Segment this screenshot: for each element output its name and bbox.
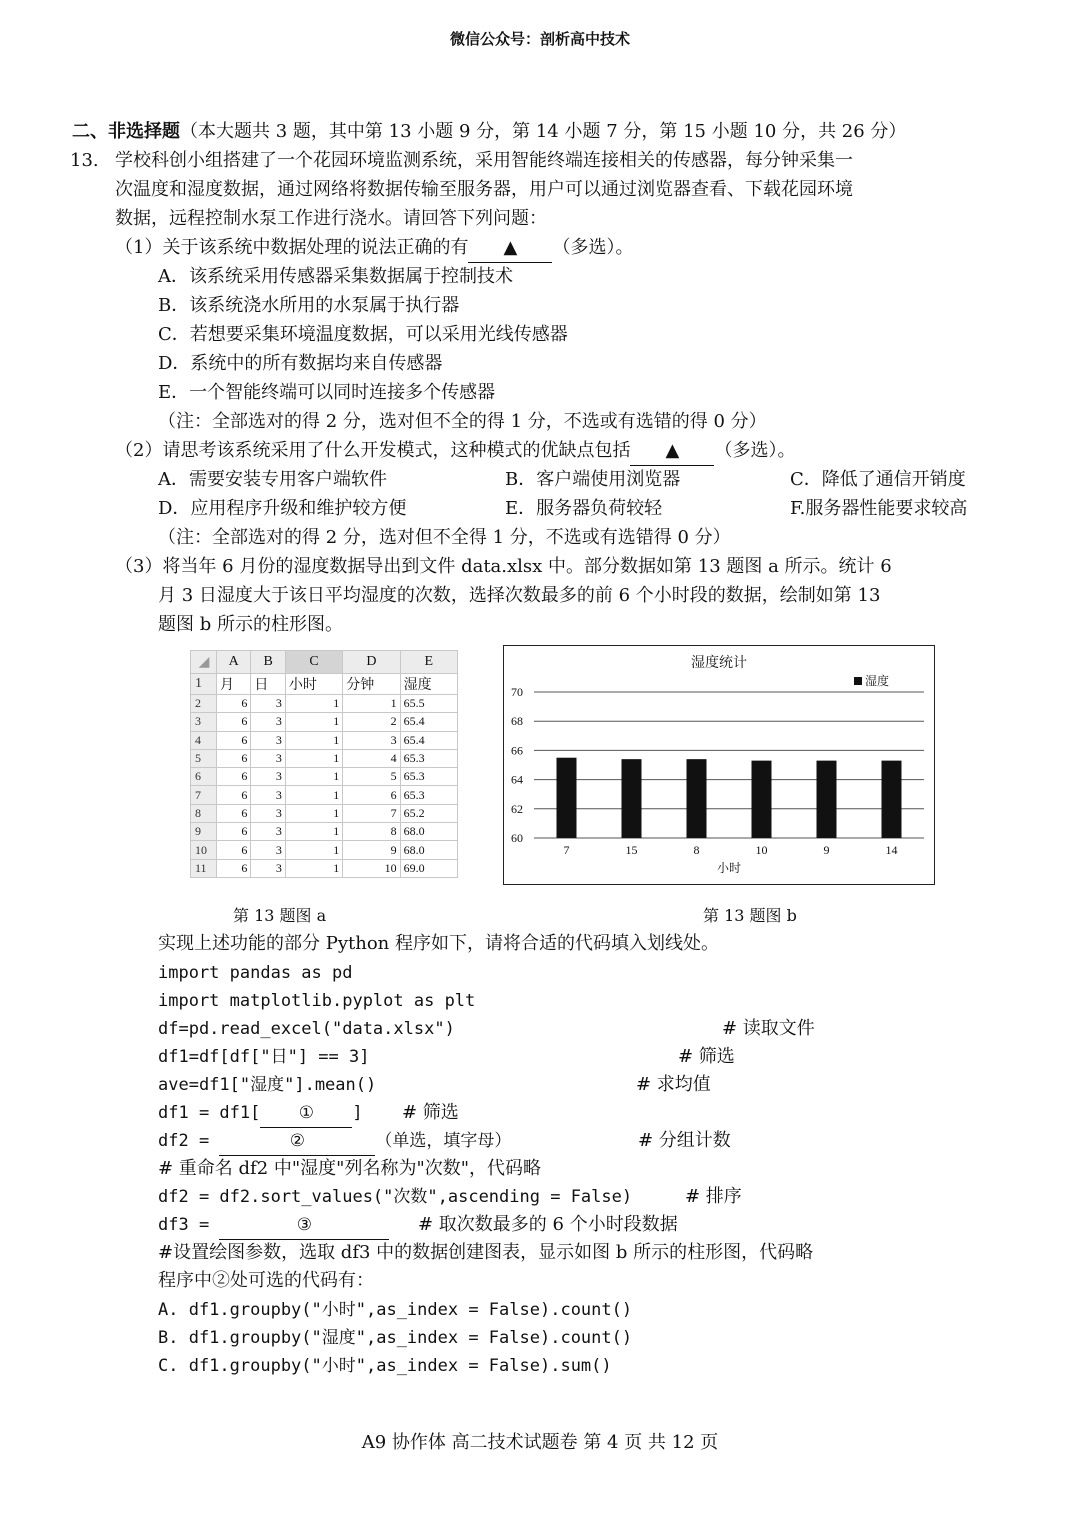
row-number: 4 [191, 731, 217, 749]
table-cell-humidity: 65.3 [400, 749, 457, 767]
column-letter: E [400, 651, 457, 674]
table-cell: 1 [285, 713, 342, 731]
part3-line-3: 题图 b 所示的柱形图。 [158, 614, 343, 635]
part2-option-f: F.服务器性能要求较高 [790, 498, 968, 519]
table-row [191, 695, 458, 713]
column-header: 湿度 [400, 674, 457, 695]
page-header: 微信公众号：剖析高中技术 [449, 30, 630, 48]
bar [752, 761, 772, 838]
row-number: 2 [191, 695, 217, 713]
table-cell: 6 [217, 786, 251, 804]
table-cell: 2 [343, 713, 400, 731]
table-cell: 1 [285, 841, 342, 859]
x-tick-label: 10 [755, 843, 768, 857]
part1-prompt [115, 234, 633, 263]
row-number: 5 [191, 749, 217, 767]
row-number: 3 [191, 713, 217, 731]
code-line-10 [158, 1211, 389, 1240]
code-option-c: C. df1.groupby("小时",as_index = False).sum() [158, 1356, 612, 1376]
code-line-5: ave=df1["湿度"].mean() [158, 1075, 377, 1095]
x-axis-label: 小时 [716, 861, 742, 875]
y-tick-label: 68 [511, 714, 523, 729]
table-cell-humidity: 65.5 [400, 695, 457, 713]
table-cell: 3 [251, 823, 285, 841]
question-number: 13. [70, 150, 99, 171]
part1-option-a: A．该系统采用传感器采集数据属于控制技术 [158, 266, 513, 287]
code-line-10-start: df3 = [158, 1215, 220, 1235]
table-cell: 3 [251, 713, 285, 731]
bar [557, 758, 577, 838]
row-number: 8 [191, 804, 217, 822]
table-cell: 3 [251, 786, 285, 804]
part2-option-c: C．降低了通信开销度 [790, 469, 966, 490]
table-row [191, 804, 458, 822]
x-tick-label: 14 [885, 843, 898, 857]
y-tick-label: 62 [511, 801, 523, 816]
table-row [191, 749, 458, 767]
code-line-9: df2 = df2.sort_values("次数",ascending = False) [158, 1187, 633, 1207]
question-stem-line-1: 学校科创小组搭建了一个花园环境监测系统，采用智能终端连接相关的传感器，每分钟采集一 [115, 150, 853, 171]
table-cell: 9 [343, 841, 400, 859]
table-cell: 6 [217, 859, 251, 877]
part1-option-e: E．一个智能终端可以同时连接多个传感器 [158, 382, 496, 403]
column-header: 月 [217, 674, 251, 695]
code-line-7 [158, 1127, 511, 1156]
table-cell-humidity: 65.3 [400, 768, 457, 786]
row-number: 9 [191, 823, 217, 841]
code-line-3: df=pd.read_excel("data.xlsx") [158, 1019, 455, 1039]
part1-option-d: D．系统中的所有数据均来自传感器 [158, 353, 443, 374]
part2-prompt-text: （2）请思考该系统采用了什么开发模式，这种模式的优缺点包括 [115, 440, 631, 461]
table-cell-humidity: 65.3 [400, 786, 457, 804]
table-cell: 6 [217, 749, 251, 767]
table-row [191, 786, 458, 804]
question-stem-line-3: 数据，远程控制水泵工作进行浇水。请回答下列问题： [115, 208, 547, 229]
code-line-1: import pandas as pd [158, 963, 353, 983]
legend-label: 湿度 [865, 674, 890, 688]
code-comment-3: # 读取文件 [722, 1018, 815, 1039]
code-line-6-start: df1 = df1[ [158, 1103, 261, 1123]
column-letter: D [343, 651, 400, 674]
table-cell: 6 [217, 768, 251, 786]
table-row [191, 713, 458, 731]
question-stem-line-2: 次温度和湿度数据，通过网络将数据传输至服务器，用户可以通过浏览器查看、下载花园环境 [115, 179, 853, 200]
row-number: 10 [191, 841, 217, 859]
caption-figure-a: 第 13 题图 a [233, 906, 327, 925]
table-cell-humidity: 68.0 [400, 841, 457, 859]
table-row [191, 731, 458, 749]
table-cell: 3 [251, 804, 285, 822]
table-cell: 1 [285, 695, 342, 713]
bar [817, 761, 837, 838]
table-cell: 10 [343, 859, 400, 877]
code-comment-10: # 取次数最多的 6 个小时段数据 [418, 1214, 678, 1235]
part1-option-b: B．该系统浇水所用的水泵属于执行器 [158, 295, 460, 316]
page-footer: A9 协作体 高二技术试题卷 第 4 页 共 12 页 [361, 1432, 719, 1453]
part1-option-c: C．若想要采集环境温度数据，可以采用光线传感器 [158, 324, 568, 345]
code-comment-5: # 求均值 [636, 1074, 711, 1095]
table-cell: 6 [217, 823, 251, 841]
part2-note: （注：全部选对的得 2 分，选对但不全得 1 分，不选或有选错得 0 分） [158, 527, 731, 548]
part2-answer-blank[interactable]: ▲ [630, 437, 714, 466]
caption-figure-b: 第 13 题图 b [703, 906, 797, 925]
code-intro: 实现上述功能的部分 Python 程序如下，请将合适的代码填入划线处。 [158, 933, 719, 954]
table-cell: 1 [285, 768, 342, 786]
section-heading [72, 118, 906, 146]
column-letter: C [285, 651, 342, 674]
figure-b-chart [503, 645, 935, 885]
chart-title: 湿度统计 [691, 655, 747, 671]
table-cell: 1 [285, 823, 342, 841]
row-number: 1 [191, 674, 217, 695]
code-line-8: # 重命名 df2 中"湿度"列名称为"次数"，代码略 [158, 1158, 541, 1179]
section-title: 二、非选择题 [72, 121, 180, 142]
part2-prompt [115, 437, 795, 466]
code-line-6 [158, 1099, 363, 1128]
column-header: 日 [251, 674, 285, 695]
code-option-a: A. df1.groupby("小时",as_index = False).count() [158, 1300, 633, 1320]
table-cell: 1 [285, 786, 342, 804]
part2-option-a: A．需要安装专用客户端软件 [158, 469, 387, 490]
table-cell: 1 [285, 749, 342, 767]
figure-a-spreadsheet [190, 650, 458, 888]
y-tick-label: 60 [511, 831, 523, 845]
x-tick-label: 8 [693, 843, 700, 857]
x-tick-label: 9 [823, 843, 830, 857]
table-cell: 3 [251, 768, 285, 786]
part3-line-1: （3）将当年 6 月份的湿度数据导出到文件 data.xlsx 中。部分数据如第 13 题图 a 所示。统计 6 [115, 556, 892, 577]
row-number: 6 [191, 768, 217, 786]
table-row [191, 859, 458, 877]
y-tick-label: 64 [511, 772, 523, 787]
code-blank-2[interactable]: ② [219, 1127, 375, 1156]
table-cell: 3 [251, 841, 285, 859]
part1-suffix: （多选）。 [552, 237, 634, 258]
table-cell: 3 [251, 695, 285, 713]
part1-answer-blank[interactable]: ▲ [468, 234, 552, 263]
table-cell: 6 [217, 713, 251, 731]
table-cell: 1 [285, 731, 342, 749]
column-header: 小时 [285, 674, 342, 695]
code-line-6-end: ] [352, 1103, 363, 1123]
table-cell: 8 [343, 823, 400, 841]
table-cell: 5 [343, 768, 400, 786]
table-cell: 3 [251, 731, 285, 749]
row-number: 11 [191, 859, 217, 877]
y-tick-label: 70 [511, 685, 523, 699]
section-description: （本大题共 3 题，其中第 13 小题 9 分，第 14 小题 7 分，第 15 小题 10 分，共 26 分） [180, 121, 907, 142]
part3-line-2: 月 3 日湿度大于该日平均湿度的次数，选择次数最多的前 6 个小时段的数据，绘制如第 13 [158, 585, 881, 606]
table-cell-humidity: 69.0 [400, 859, 457, 877]
code-line-4: df1=df[df["日"] == 3] [158, 1047, 370, 1067]
x-tick-label: 15 [625, 843, 638, 857]
table-cell: 3 [251, 749, 285, 767]
column-letter-row [191, 651, 458, 674]
table-cell: 4 [343, 749, 400, 767]
column-letter: A [217, 651, 251, 674]
y-tick-label: 66 [511, 743, 523, 758]
table-cell: 7 [343, 804, 400, 822]
code-comment-9: # 排序 [685, 1186, 742, 1207]
table-row [191, 841, 458, 859]
code-line-7-hint: （单选，填字母） [375, 1131, 512, 1151]
column-letter: B [251, 651, 285, 674]
row-number: 7 [191, 786, 217, 804]
column-header: 分钟 [343, 674, 400, 695]
x-tick-label: 7 [563, 843, 570, 857]
table-cell: 3 [343, 731, 400, 749]
legend-swatch [854, 677, 862, 685]
table-cell: 1 [285, 859, 342, 877]
bar [882, 761, 902, 838]
code-line-7-start: df2 = [158, 1131, 220, 1151]
code-comment-6: # 筛选 [402, 1102, 459, 1123]
code-blank-3[interactable]: ③ [219, 1211, 389, 1240]
table-cell: 6 [343, 786, 400, 804]
table-row [191, 768, 458, 786]
code-line-11: #设置绘图参数，选取 df3 中的数据创建图表，显示如图 b 所示的柱形图，代码略 [158, 1242, 814, 1263]
code-options-intro: 程序中②处可选的代码有： [158, 1270, 374, 1291]
part2-option-b: B．客户端使用浏览器 [505, 469, 681, 490]
part2-option-d: D．应用程序升级和维护较方便 [158, 498, 407, 519]
chart-svg [504, 646, 934, 884]
code-line-2: import matplotlib.pyplot as plt [158, 991, 476, 1011]
code-option-b: B. df1.groupby("湿度",as_index = False).count() [158, 1328, 633, 1348]
table-cell: 6 [217, 804, 251, 822]
table-cell: 3 [251, 859, 285, 877]
code-comment-4: # 筛选 [678, 1046, 735, 1067]
code-comment-7: # 分组计数 [638, 1130, 731, 1151]
table-cell-humidity: 65.4 [400, 731, 457, 749]
header-row [191, 674, 458, 695]
table-cell: 6 [217, 695, 251, 713]
part1-note: （注：全部选对的得 2 分，选对但不全的得 1 分，不选或有选错的得 0 分） [158, 411, 767, 432]
table-cell-humidity: 65.4 [400, 713, 457, 731]
part1-prompt-text: （1）关于该系统中数据处理的说法正确的有 [115, 237, 469, 258]
spreadsheet-table [190, 650, 458, 878]
part2-suffix: （多选）。 [714, 440, 796, 461]
code-blank-1[interactable]: ① [260, 1099, 352, 1128]
table-cell: 6 [217, 841, 251, 859]
bar [622, 759, 642, 838]
table-row [191, 823, 458, 841]
select-all-corner: ◢ [191, 651, 217, 674]
bar [687, 759, 707, 838]
table-cell-humidity: 65.2 [400, 804, 457, 822]
part2-option-e: E．服务器负荷较轻 [505, 498, 663, 519]
table-cell-humidity: 68.0 [400, 823, 457, 841]
table-cell: 1 [285, 804, 342, 822]
table-cell: 6 [217, 731, 251, 749]
table-cell: 1 [343, 695, 400, 713]
